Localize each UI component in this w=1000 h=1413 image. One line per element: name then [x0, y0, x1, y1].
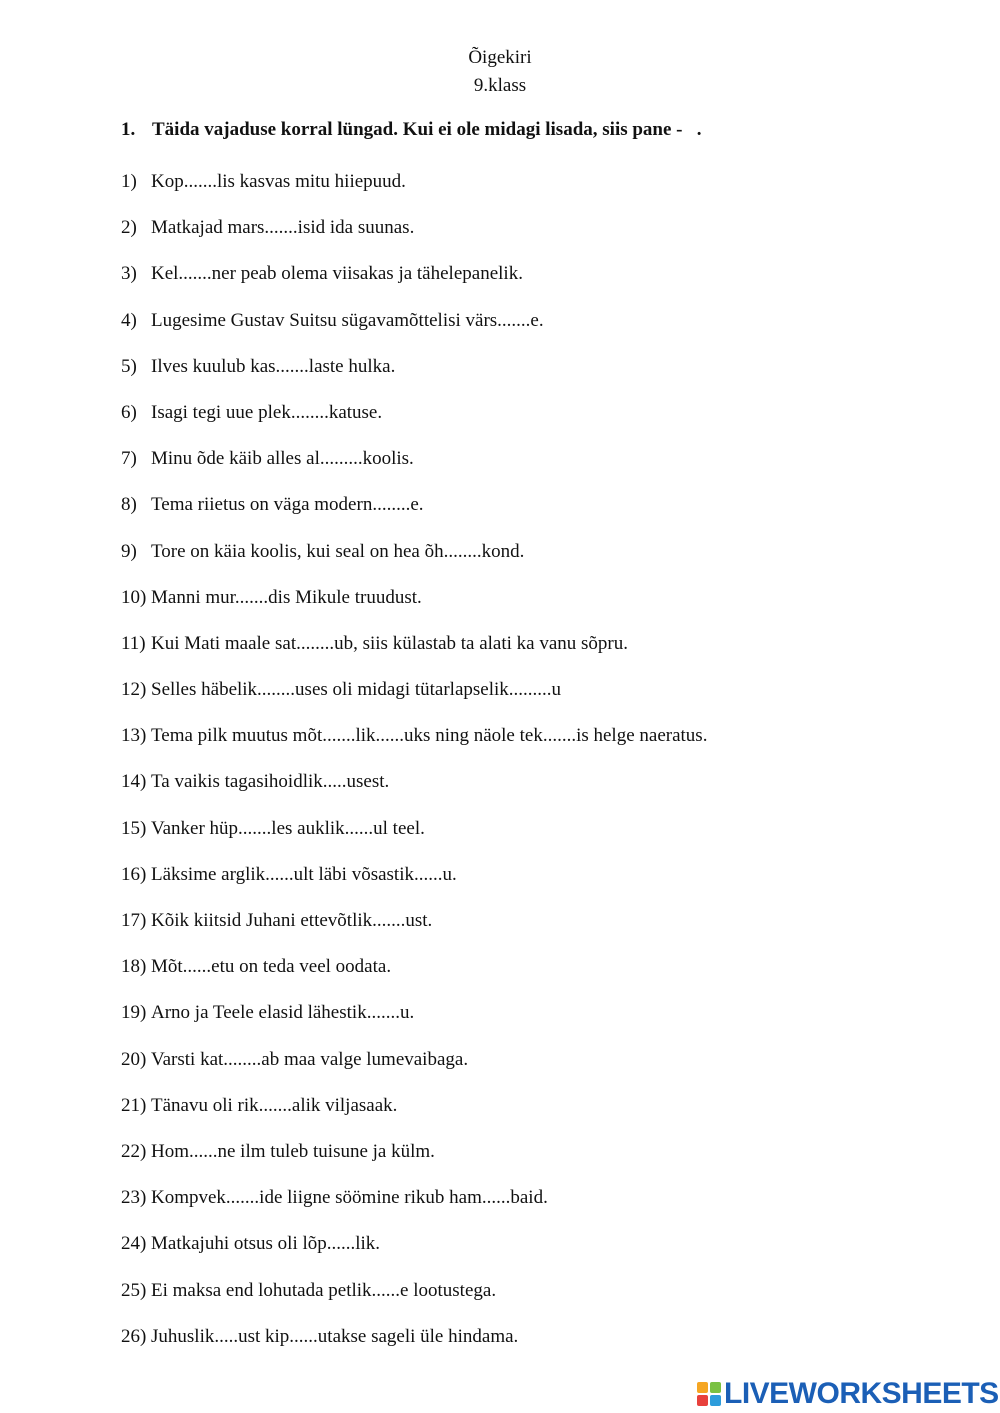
list-item: [121, 678, 707, 724]
task-instruction: [121, 119, 702, 141]
logo-square-icon: [697, 1382, 708, 1393]
item-text: Kõik kiitsid Juhani ettevõtlik.......ust.: [151, 910, 433, 931]
logo-square-icon: [710, 1382, 721, 1393]
task-text: Täida vajaduse korral lüngad. Kui ei ole midagi lisada, siis pane - .: [152, 119, 702, 140]
item-number: 23): [121, 1187, 147, 1209]
item-number: 26): [121, 1325, 147, 1347]
worksheet-title: Õigekiri: [468, 47, 532, 68]
list-item: [121, 863, 707, 909]
item-number: 1): [121, 171, 137, 192]
list-item: [121, 1325, 707, 1371]
item-text: Ilves kuulub kas.......laste hulka.: [151, 355, 396, 377]
item-text: Ei maksa end lohutada petlik......e lootustega.: [151, 1279, 497, 1301]
item-number: 9): [121, 540, 137, 562]
item-text: Läksime arglik......ult läbi võsastik......u.: [151, 863, 457, 885]
list-item: [121, 909, 707, 955]
item-number: 10): [121, 586, 147, 608]
list-item: [121, 955, 707, 1001]
list-item: [121, 540, 707, 586]
item-number: 25): [121, 1279, 147, 1301]
list-item: [121, 355, 707, 401]
item-text: Tema pilk muutus mõt.......lik......uks ning näole tek.......is helge naeratus.: [151, 725, 708, 747]
item-text: Hom......ne ilm tuleb tuisune ja külm.: [151, 1140, 435, 1162]
item-number: 13): [121, 725, 147, 747]
item-number: 19): [121, 1002, 147, 1024]
list-item: [121, 1186, 707, 1232]
list-item: [121, 1094, 707, 1140]
list-item: [121, 1140, 707, 1186]
item-text: Juhuslik.....ust kip......utakse sageli üle hindama.: [151, 1325, 519, 1347]
list-item: [121, 724, 707, 770]
logo-text: LIVEWORKSHEETS: [724, 1377, 999, 1410]
item-text: Mõt......etu on teda veel oodata.: [151, 956, 392, 978]
list-item: [121, 309, 707, 355]
list-item: [121, 770, 707, 816]
item-text: Kui Mati maale sat........ub, siis külastab ta alati ka vanu sõpru.: [151, 632, 629, 654]
item-text: Isagi tegi uue plek........katuse.: [151, 401, 383, 423]
exercise-list: [121, 170, 707, 1371]
liveworksheets-logo: [697, 1378, 999, 1410]
item-number: 7): [121, 448, 137, 470]
item-number: 4): [121, 309, 137, 331]
logo-square-icon: [710, 1395, 721, 1406]
list-item: [121, 262, 707, 308]
item-number: 3): [121, 263, 137, 285]
item-text: Lugesime Gustav Suitsu sügavamõttelisi värs.......e.: [151, 309, 544, 331]
item-text: Minu õde käib alles al.........koolis.: [151, 448, 414, 470]
item-number: 22): [121, 1140, 147, 1162]
item-number: 5): [121, 355, 137, 377]
item-number: 24): [121, 1233, 147, 1255]
item-number: 14): [121, 771, 147, 793]
list-item: [121, 493, 707, 539]
list-item: [121, 447, 707, 493]
list-item: [121, 1048, 707, 1094]
list-item: [121, 1001, 707, 1047]
item-text: Vanker hüp.......les auklik......ul teel.: [151, 817, 425, 839]
item-text: Matkajuhi otsus oli lõp......lik.: [151, 1233, 381, 1255]
item-number: 16): [121, 863, 147, 885]
item-number: 17): [121, 910, 147, 931]
item-text: Tänavu oli rik.......alik viljasaak.: [151, 1094, 398, 1116]
list-item: [121, 216, 707, 262]
item-number: 20): [121, 1048, 147, 1070]
item-text: Tore on käia koolis, kui seal on hea õh........kond.: [151, 540, 525, 562]
logo-square-icon: [697, 1395, 708, 1406]
item-number: 15): [121, 817, 147, 839]
grade-label: 9.klass: [473, 75, 527, 96]
list-item: [121, 817, 707, 863]
item-number: 8): [121, 494, 137, 516]
item-text: Kop.......lis kasvas mitu hiiepuud.: [151, 171, 406, 192]
logo-grid-icon: [697, 1382, 721, 1406]
item-text: Varsti kat........ab maa valge lumevaibaga.: [151, 1048, 469, 1070]
item-text: Arno ja Teele elasid lähestik.......u.: [151, 1002, 415, 1024]
item-number: 12): [121, 679, 147, 701]
item-number: 6): [121, 401, 137, 423]
task-number: 1.: [121, 119, 136, 140]
list-item: [121, 632, 707, 678]
item-text: Manni mur.......dis Mikule truudust.: [151, 586, 422, 608]
item-text: Selles häbelik........uses oli midagi tütarlapselik.........u: [151, 679, 562, 701]
item-text: Tema riietus on väga modern........e.: [151, 494, 424, 516]
list-item: [121, 586, 707, 632]
item-number: 21): [121, 1094, 147, 1116]
item-text: Kel.......ner peab olema viisakas ja tähelepanelik.: [151, 263, 523, 285]
item-number: 18): [121, 956, 147, 978]
item-text: Matkajad mars.......isid ida suunas.: [151, 217, 415, 239]
item-text: Kompvek.......ide liigne söömine rikub ham......baid.: [151, 1187, 548, 1209]
item-number: 11): [121, 632, 146, 654]
item-number: 2): [121, 217, 137, 239]
list-item: [121, 1279, 707, 1325]
list-item: [121, 170, 707, 216]
list-item: [121, 1232, 707, 1278]
item-text: Ta vaikis tagasihoidlik.....usest.: [151, 771, 390, 793]
list-item: [121, 401, 707, 447]
